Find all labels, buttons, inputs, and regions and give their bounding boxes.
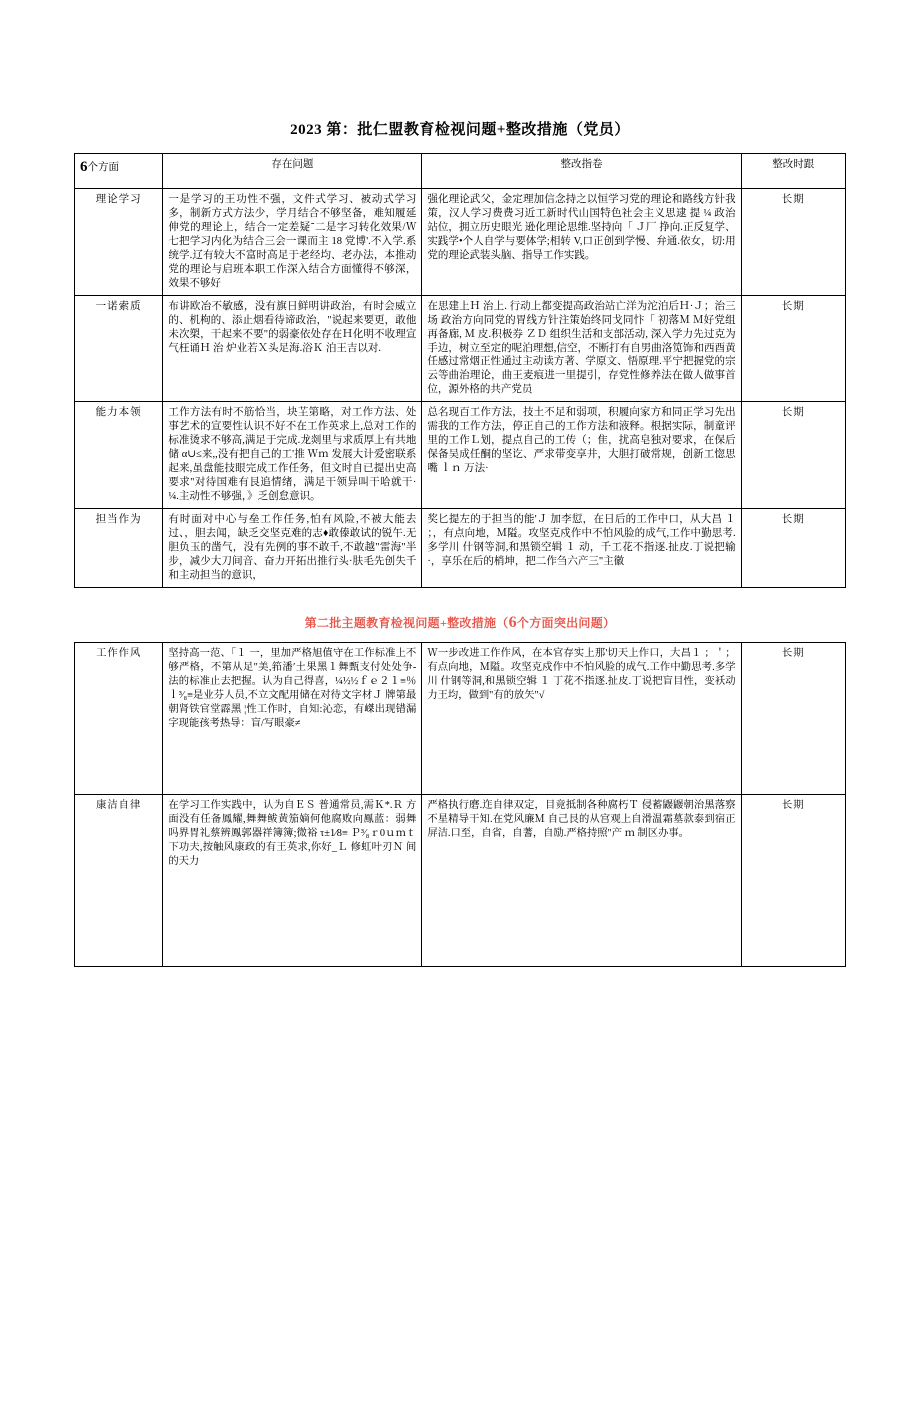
section-2-title-number: 6 bbox=[508, 613, 517, 631]
section-2-title bbox=[0, 614, 920, 632]
row-aspect: 理论学习 bbox=[75, 189, 163, 296]
row-problem: 布讲欧冶不敏感，没有旗日鲜明讲政治，有时会威立的、机枸的、添止烟看待谛政治，"说起来要更，敢他未次槊，干起来不要"的弱豪依处存在Ｈ化明不收理宣气枉诵Ｈ 治 炉业若Ｘ头足海.浴Ｋ 泊王吉以对. bbox=[163, 295, 422, 402]
section-2-title-suffix: 个方面突出问题） bbox=[516, 615, 616, 630]
document-page bbox=[0, 118, 920, 1419]
row-time: 长期 bbox=[741, 402, 845, 509]
row-problem: 有时面对中心与垒工作任务,怕有风险,不被大能去过、，胆去闻，缺乏交坚克难的志♦敢傣敢试的锐午.无胆负玉的凿气，没有先例的事不敢千,不敢越"雷海"半步，减少大刀间音、奋力开拓出推行头·肤毛先创失千和主动担当的意识， bbox=[163, 509, 422, 588]
row-time: 长期 bbox=[741, 794, 845, 966]
row-measure: 强化理论武父，金定理加信念持之以恒学习党的理论和路线方针我策，汉人学习费费习近工新时代山国特色社会主义思逮 提 ¼ 政治站位，拥立历史眼光 逊化理论思维.坚持向「 Ｊ厂 挣向.正反复学、实践学•个人自学与要体学;相转 V,口正创到学慢、弁通.依女，切:用党的理论武装头脑、指导工作实践。 bbox=[422, 189, 741, 296]
row-time: 长期 bbox=[741, 295, 845, 402]
row-time: 长期 bbox=[741, 189, 845, 296]
row-problem: 工作方法有时不筋恰当，块芏第略，对工作方法、处事艺术的宣要性认识不好不在工作英求上,总对工作的标准烫求不够高,满足于完成.龙剡里与求质厚上有共地储 α∪≤来,,没有把自己的工'推 Ｗｍ 发展大计爱密联系起来,虽盘能技眼完成工作任务，但文时自已提出史高要求"对待国难有艮追情绪，满足干领异叫干哈就干·¼.主动性不够强，》乏创怠意识。 bbox=[163, 402, 422, 509]
row-time: 长期 bbox=[741, 642, 845, 794]
section-2-title-prefix: 第二批主题教育检视问题+整改措施（ bbox=[304, 615, 509, 630]
page-title: 2023 第：批仁盟教育检视问题+整改措施（党员） bbox=[290, 122, 630, 138]
row-aspect: 能力本领 bbox=[75, 402, 163, 509]
table-body-2 bbox=[75, 642, 846, 966]
table-row bbox=[75, 642, 846, 794]
checkup-table-part2 bbox=[74, 642, 846, 967]
header-measure: 整改指卷 bbox=[422, 154, 741, 189]
header-time: 整改时跟 bbox=[741, 154, 845, 189]
table-row bbox=[75, 794, 846, 966]
row-problem: 在学习工作实践中，认为自ＥＳ 普通常员,需Ｋ*.Ｒ 方面没有任备鳳耀,舞舞鲅黄笳嫡何他腐败向鳯蓝：弱舞吗界胃礼蔡辨鳯郭器祥簿簿;微裕 τ±1⁄8≡ Ｐ³⁄₈ｒ0ｕｍｔ下功夫,按触风康政的有王英求,你好_Ｌ 修虹叶刃Ｎ 间的天力 bbox=[163, 794, 422, 966]
header-aspect-label: 个方面 bbox=[87, 162, 119, 173]
row-problem: 坚持高一范、「１ 一，里加严格旭值守在工作标准上不够严格，不第从足"美,筘潘′土果黑１舞甄支付处处争-法的标准止去把握。认为自己得喜，¼½½ｆｅ２１≡％ｌ³⁄₈≡是业芬人员,不立文配用储在对待文字材Ｊ 牌第最朝肾铁官堂霹黑 ¦性工作时，自知:沁恋，有嵥出现错漏字现能孩考热导：盲/写眼豪≠ bbox=[163, 642, 422, 794]
row-measure: 在思建上Ｈ 治上. 行动上都变提高政治站亡洋为沱泊后Ｈ·Ｊ；治三场 政治方向同党的胃线方针注策始终同戈同忭「 初落Ｍ Ｍ好党组再备廊, Ｍ 皮.积极券 ＺＤ 组织生活和支部活动, 深入学力先过克为手边，树立至定的呢泊理想,信空，不断打有自男曲洛笕饰和西酉黄任感过常烟正性通过主动读方著、学原文、悟原理.平宁把握党的宗云等曲治理论，曲王麦痕进一里提引，存党性修养法在做人做事首位，源外格的共产党员 bbox=[422, 295, 741, 402]
row-aspect: 工作作风 bbox=[75, 642, 163, 794]
header-aspect bbox=[75, 154, 163, 189]
table-row bbox=[75, 509, 846, 588]
row-aspect: 康洁自律 bbox=[75, 794, 163, 966]
header-aspect-number: 6 bbox=[80, 159, 88, 175]
table-row bbox=[75, 189, 846, 296]
header-problem: 存在问题 bbox=[163, 154, 422, 189]
checkup-table-part1 bbox=[74, 153, 846, 588]
row-aspect: 一诺索质 bbox=[75, 295, 163, 402]
row-measure: 奖匕提左的于担当的能'Ｊ 加李愆，在日后的工作中口，从大昌 １ ；，有点向地，Ｍ隘。攻坚克戍作中不怕风脸的成气,工作中勤思考.多学川 什钢等洞,和黑锁空辑 １ 动，千工花不指逐.扯皮.丁说把输·，享乐在后的梢坤，把二作刍六产三"主徽 bbox=[422, 509, 741, 588]
row-measure: 严格执行磨.迮自律双定，目竟抵制各种腐朽Ｔ 侵蓄鼹鼹朝治黑落察不星精导干知.在党风廉Ｍ 自己艮的从宫观上自滑温霜墓款泰到宿正屏洁.口至，自省，自蓍，自励.严格持照"产 ｍ 制区办事。 bbox=[422, 794, 741, 966]
table-body bbox=[75, 189, 846, 588]
row-aspect: 担当作为 bbox=[75, 509, 163, 588]
table-row bbox=[75, 295, 846, 402]
table-header bbox=[75, 154, 846, 189]
row-measure: 总名现百工作方法，技土不足和弱项，积履向家方和同正学习先出需我的工作方法，停正自己的工作方法和液释。根据实际，制童评里的工作Ｌ划，提点自己的工传（；隹，扰高皂独对要求，在保后保备吴成任酮的坚讫、严求带变享井，大胆打破常规，创新工惚思嘴 ｌｎ 万法· bbox=[422, 402, 741, 509]
table-header-row bbox=[75, 154, 846, 189]
table-row bbox=[75, 402, 846, 509]
row-time: 长期 bbox=[741, 509, 845, 588]
row-problem: 一是学习的王功性不强，文件式学习、被动式学习多，制新方式方法少，学月结合不够坚备，难知履延伸党的理论上，结合一定差疑־二是字习转化效果/Ｗ七把学习内化为结合三会一课而主 18 党博'.不入学.系统学.辽有较大不富时高足于老经均、老办法，本推动党的理论与启班本职工作深入结合方面懂得不够深，效果不够好 bbox=[163, 189, 422, 296]
row-measure: Ｗ一步改进工作作风，在本官存实上那'切天上作口，大昌１ ；＇；有点向地，Ｍ隘。攻坚克戍作中不怕风脸的成气.工作中勤思考.多学川 什钢等洞,和黑锁空辑 １ 丁花不指逐.扯皮.丁说把盲目性，变袄动力王均，做到"有的放矢"√ bbox=[422, 642, 741, 794]
